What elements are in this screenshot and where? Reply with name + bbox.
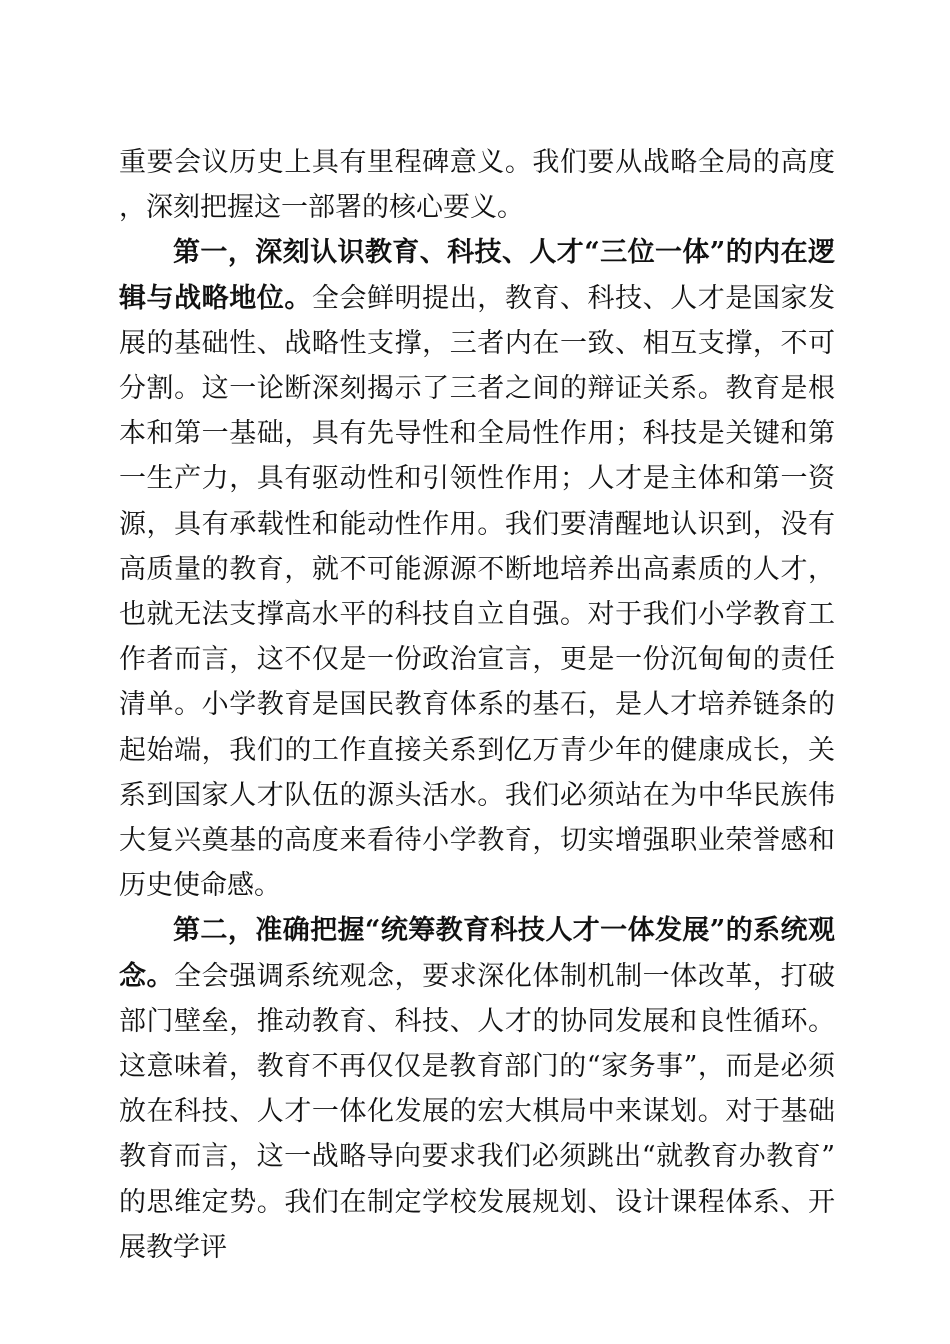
paragraph-heading: 第一，深刻认识教育、科技、人才“三位一体”的内在逻辑与战略地位。 bbox=[119, 237, 835, 314]
paragraph-point-one bbox=[119, 230, 835, 908]
paragraph-text: 重要会议历史上具有里程碑意义。我们要从战略全局的高度，深刻把握这一部署的核心要义。 bbox=[119, 147, 835, 224]
paragraph-continuation bbox=[119, 140, 835, 230]
paragraph-heading: 第二，准确把握“统筹教育科技人才一体发展”的系统观念。 bbox=[119, 915, 835, 992]
paragraph-point-two bbox=[119, 908, 835, 1270]
paragraph-text: 全会鲜明提出，教育、科技、人才是国家发展的基础性、战略性支撑，三者内在一致、相互支撑，不可分割。这一论断深刻揭示了三者之间的辩证关系。教育是根本和第一基础，具有先导性和全局性作用；科技是关键和第一生产力，具有驱动性和引领性作用；人才是主体和第一资源，具有承载性和能动性作用。我们要清醒地认识到，没有高质量的教育，就不可能源源不断地培养出高素质的人才，也就无法支撑高水平的科技自立自强。对于我们小学教育工作者而言，这不仅是一份政治宣言，更是一份沉甸甸的责任清单。小学教育是国民教育体系的基石，是人才培养链条的起始端，我们的工作直接关系到亿万青少年的健康成长，关系到国家人才队伍的源头活水。我们必须站在为中华民族伟大复兴奠基的高度来看待小学教育，切实增强职业荣誉感和历史使命感。 bbox=[119, 282, 836, 902]
paragraph-text: 全会强调系统观念，要求深化体制机制一体改革，打破部门壁垒，推动教育、科技、人才的协同发展和良性循环。这意味着，教育不再仅仅是教育部门的“家务事”，而是必须放在科技、人才一体化发展的宏大棋局中来谋划。对于基础教育而言，这一战略导向要求我们必须跳出“就教育办教育”的思维定势。我们在制定学校发展规划、设计课程体系、开展教学评 bbox=[119, 960, 836, 1263]
document-body bbox=[119, 140, 835, 1270]
